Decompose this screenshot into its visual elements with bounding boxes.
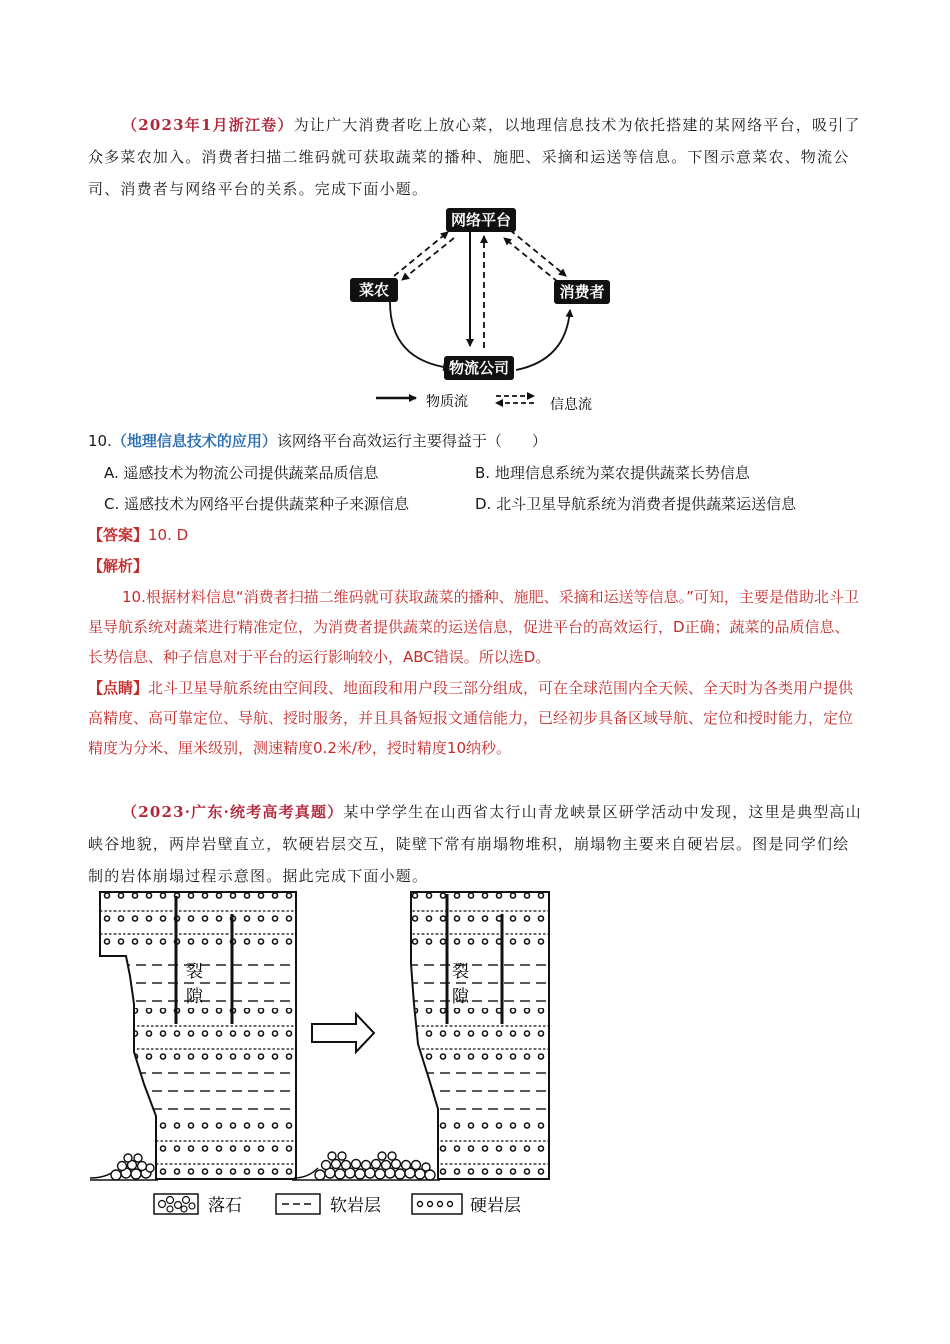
node-farmer	[350, 278, 398, 302]
farmer-to-logistics-curve	[390, 302, 450, 368]
q2-stem-paragraph	[88, 796, 864, 892]
q1-stem-paragraph	[88, 109, 864, 205]
node-logistics	[444, 356, 514, 380]
q2-stem-text: 某中学学生在山西省太行山青龙峡景区研学活动中发现，这里是典型高山峡谷地貌，两岸岩壁直立，软硬岩层交互，陡壁下常有崩塌物堆积，崩塌物主要来自硬岩层。图是同学们绘制的岩体崩塌过程示意图。据此完成下面小题。	[88, 803, 862, 885]
legend-hard-label: 硬岩层	[470, 1196, 521, 1216]
node-logistics-label: 物流公司	[448, 359, 510, 377]
q10-stem	[88, 426, 864, 456]
q10-text: 该网络平台高效运行主要得益于（ ）	[276, 432, 547, 450]
q10-tag: （地理信息技术的应用）	[111, 432, 277, 450]
q1-stem-text: 为让广大消费者吃上放心菜，以地理信息技术为依托搭建的某网络平台，吸引了众多菜农加入。消费者扫描二维码就可获取蔬菜的播种、施肥、采摘和运送等信息。下图示意菜农、物流公司、消费者与网络平台的关系。完成下面小题。	[88, 116, 861, 198]
right-rockfall-pile	[315, 1152, 435, 1180]
legend-info-label: 信息流	[550, 397, 592, 413]
legend-rockfall	[154, 1194, 242, 1216]
tip-paragraph	[88, 673, 864, 763]
answer-line	[88, 520, 864, 550]
q10-option-d[interactable]: D. 北斗卫星导航系统为消费者提供蔬菜运送信息	[475, 495, 797, 513]
right-crack-label-2: 隙	[452, 987, 469, 1007]
tip-label: 【点睛】	[88, 679, 149, 697]
node-consumer	[554, 280, 610, 304]
tip-text: 北斗卫星导航系统由空间段、地面段和用户段三部分组成，可在全球范围内全天候、全天时为各类用户提供高精度、高可靠定位、导航、授时服务，并且具备短报文通信能力，已经初步具备区域导航、定位和授时能力，定位精度为分米、厘米级别，测速精度0.2米/秒，授时精度10纳秒。	[88, 679, 854, 757]
consumer-platform-info-arrow	[504, 238, 558, 282]
legend-soft-label: 软岩层	[330, 1196, 381, 1216]
rock-collapse-figure	[86, 884, 566, 1222]
platform-farmer-info-arrow	[402, 238, 454, 280]
left-rock-block	[86, 892, 306, 1180]
platform-relation-diagram	[330, 200, 630, 420]
legend-rockfall-label: 落石	[208, 1196, 242, 1216]
legend-material-label: 物质流	[426, 394, 468, 410]
analysis-label: 【解析】	[88, 557, 149, 575]
answer-label: 【答案】	[88, 526, 149, 544]
platform-consumer-info-arrow	[510, 230, 566, 276]
analysis-text: 10.根据材料信息“消费者扫描二维码就可获取蔬菜的播种、施肥、采摘和运送等信息。”可知，主要是借助北斗卫星导航系统对蔬菜进行精准定位，为消费者提供蔬菜的运送信息，促进平台的高效运行，D正确；蔬菜的品质信息、长势信息、种子信息对于平台的运行影响较小，ABC错误。所以选D。	[88, 588, 859, 666]
left-crack-label-2: 隙	[186, 987, 203, 1007]
q10-number: 10.	[88, 432, 112, 450]
node-consumer-label: 消费者	[559, 283, 605, 301]
node-platform	[446, 208, 516, 232]
logistics-to-consumer-curve	[516, 310, 570, 370]
q2-source: （2023·广东·统考高考真题）	[122, 803, 344, 821]
farmer-platform-info-arrow	[394, 232, 448, 276]
legend-soft	[276, 1194, 381, 1216]
left-rockfall-pile	[111, 1154, 154, 1180]
q10-option-c[interactable]: C. 遥感技术为网络平台提供蔬菜种子来源信息	[104, 495, 410, 513]
left-crack-label-1: 裂	[186, 962, 203, 982]
q10-option-b[interactable]: B. 地理信息系统为菜农提供蔬菜长势信息	[475, 464, 750, 482]
q10-option-a[interactable]: A. 遥感技术为物流公司提供蔬菜品质信息	[104, 464, 379, 482]
q1-source: （2023年1月浙江卷）	[122, 116, 294, 134]
right-crack-label-1: 裂	[452, 962, 469, 982]
node-platform-label: 网络平台	[450, 211, 512, 229]
process-arrow	[312, 1014, 374, 1052]
answer-value: 10. D	[148, 526, 189, 544]
legend-hard	[412, 1194, 521, 1216]
node-farmer-label: 菜农	[358, 281, 390, 299]
